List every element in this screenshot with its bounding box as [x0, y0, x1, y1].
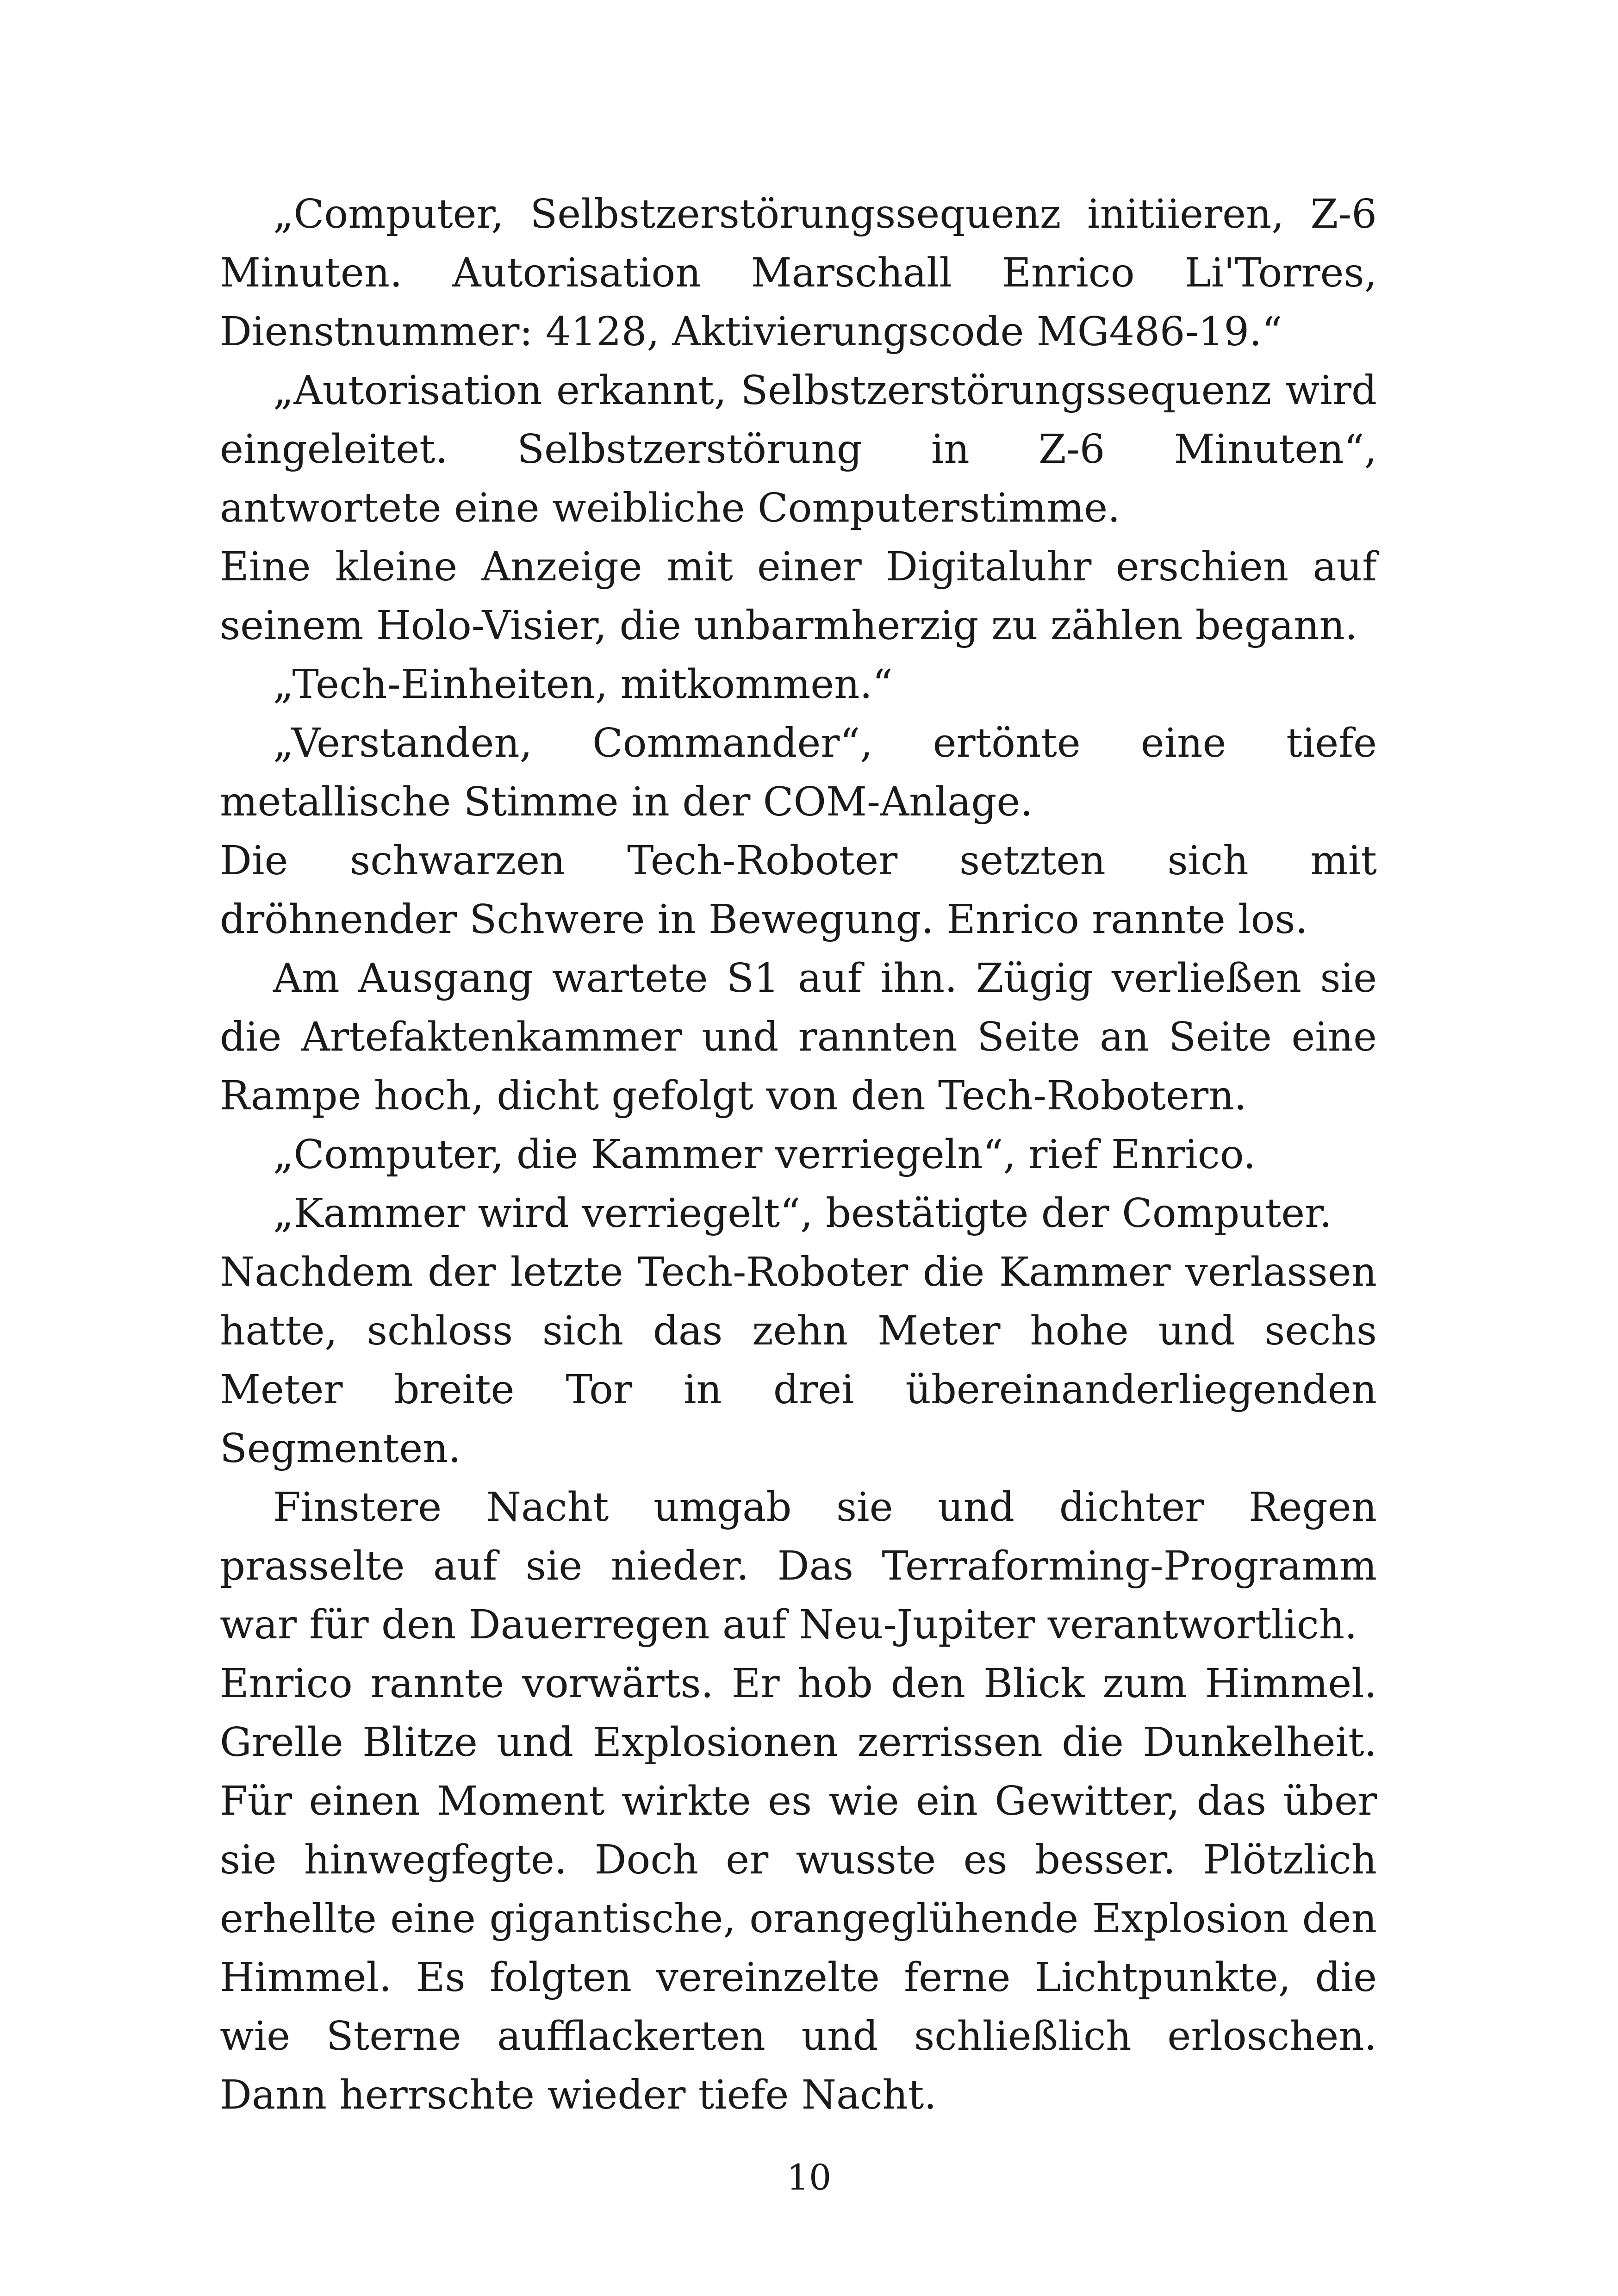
paragraph: Nachdem der letzte Tech-Roboter die Kammer verlassen hatte, schloss sich das zehn Meter hohe und sechs Meter breite Tor in drei übereinanderliegenden Segmenten. — [220, 1249, 1377, 1472]
paragraph: Enrico rannte vorwärts. Er hob den Blick zum Himmel. Grelle Blitze und Explosionen zerrissen die Dunkelheit. Für einen Moment wirkte es wie ein Gewitter, das über sie hinwegfegte. Doch er wusste es besser. Plötzlich erhellte eine gigantische, orangeglühende Explosion den Himmel. Es folgten vereinzelte ferne Lichtpunkte, die wie Sterne aufflackerten und schließlich erloschen. Dann herrschte wieder tiefe Nacht. — [220, 1661, 1377, 2118]
paragraph: „Autorisation erkannt, Selbstzerstörungssequenz wird eingeleitet. Selbstzerstörung in Z-6 Minuten“, antwortete eine weibliche Computerstimme. — [220, 367, 1377, 531]
paragraph: „Tech-Einheiten, mitkommen.“ — [273, 661, 893, 708]
paragraph: „Computer, die Kammer verriegeln“, rief Enrico. — [273, 1132, 1256, 1178]
paragraph: „Verstanden, Commander“, ertönte eine tiefe metallische Stimme in der COM-Anlage. — [220, 720, 1377, 825]
page-number: 10 — [786, 2157, 832, 2198]
paragraph: Die schwarzen Tech-Roboter setzten sich mit dröhnender Schwere in Bewegung. Enrico rannte los. — [220, 838, 1377, 943]
paragraph: Am Ausgang wartete S1 auf ihn. Zügig verließen sie die Artefaktenkammer und rannten Seite an Seite eine Rampe hoch, dicht gefolgt von den Tech-Robotern. — [220, 955, 1377, 1119]
paragraph: Eine kleine Anzeige mit einer Digitaluhr erschien auf seinem Holo-Visier, die unbarmherzig zu zählen begann. — [220, 544, 1377, 649]
body-text — [220, 185, 1377, 2125]
paragraph: Finstere Nacht umgab sie und dichter Regen prasselte auf sie nieder. Das Terraforming-Programm war für den Dauerregen auf Neu-Jupiter verantwortlich. — [220, 1484, 1377, 1648]
paragraph: „Kammer wird verriegelt“, bestätigte der Computer. — [273, 1190, 1332, 1237]
paragraph: „Computer, Selbstzerstörungssequenz initiieren, Z-6 Minuten. Autorisation Marschall Enrico Li'Torres, Dienstnummer: 4128, Aktivierungscode MG486-19.“ — [220, 191, 1377, 355]
